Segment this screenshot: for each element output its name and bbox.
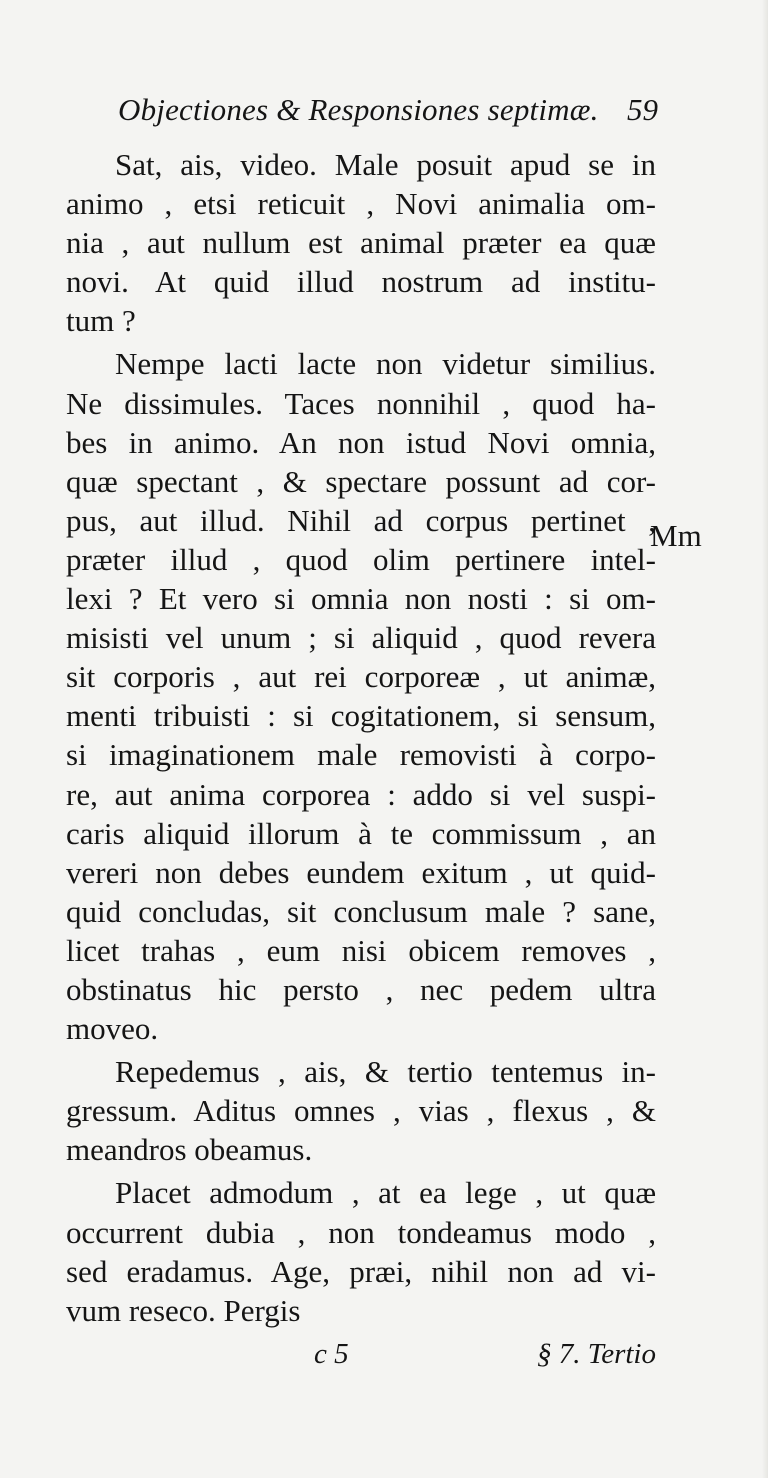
text-line: Ne dissimules. Taces nonnihil , quod ha- <box>66 385 656 421</box>
text-line: gressum. Aditus omnes , vias , flexus , & <box>66 1093 656 1129</box>
text-line: nia , aut nullum est animal præter ea quæ <box>66 225 656 261</box>
page-edge <box>762 0 768 1478</box>
text-line: obstinatus hic persto , nec pedem ultra <box>66 971 656 1007</box>
text-line: Sat, ais, video. Male posuit apud se in <box>115 147 656 182</box>
text-line: vum reseco. Pergis <box>66 1292 301 1328</box>
body-text <box>66 145 656 1330</box>
text-line: tum ? <box>66 303 136 339</box>
catchword: § 7. Tertio <box>537 1338 656 1370</box>
signature-mark: c 5 <box>314 1338 349 1370</box>
text-line: menti tribuisti : si cogitationem, si sensum, <box>66 698 656 734</box>
text-line: misisti vel unum ; si aliquid , quod revera <box>66 620 656 656</box>
text-line: caris aliquid illorum à te commissum , an <box>66 815 656 851</box>
page-footer <box>66 1338 656 1378</box>
text-line: bes in animo. An non istud Novi omnia, <box>66 424 656 460</box>
text-line: lexi ? Et vero si omnia non nosti : si om- <box>66 581 656 617</box>
text-line: re, aut anima corporea : addo si vel suspi- <box>66 776 656 812</box>
text-line: sed eradamus. Age, præi, nihil non ad vi- <box>66 1253 656 1289</box>
text-line: Placet admodum , at ea lege , ut quæ <box>115 1175 656 1211</box>
text-line: occurrent dubia , non tondeamus modo , <box>66 1214 656 1250</box>
text-line: animo , etsi reticuit , Novi animalia om- <box>66 186 656 222</box>
text-line: Repedemus , ais, & tertio tentemus in- <box>115 1054 656 1090</box>
margin-note: Mm <box>650 518 702 553</box>
page-number: 59 <box>627 92 658 127</box>
text-line: præter illud , quod olim pertinere intel- <box>66 541 656 577</box>
text-line: vereri non debes eundem exitum , ut quid- <box>66 854 656 890</box>
text-line: licet trahas , eum nisi obicem removes , <box>66 932 656 968</box>
running-title: Objectiones & Responsiones septimæ. <box>118 92 599 127</box>
page-header <box>118 92 658 136</box>
text-line: quid concludas, sit conclusum male ? sane, <box>66 893 656 929</box>
text-line: novi. At quid illud nostrum ad institu- <box>66 264 656 300</box>
text-line: pus, aut illud. Nihil ad corpus pertinet , <box>66 502 656 538</box>
text-line: moveo. <box>66 1011 159 1047</box>
text-line: Nempe lacti lacte non videtur similius. <box>115 346 656 382</box>
text-line: meandros obeamus. <box>66 1132 313 1168</box>
text-line: si imaginationem male removisti à corpo- <box>66 737 656 773</box>
text-line: sit corporis , aut rei corporeæ , ut animæ, <box>66 659 656 695</box>
text-line: quæ spectant , & spectare possunt ad cor- <box>66 463 656 499</box>
